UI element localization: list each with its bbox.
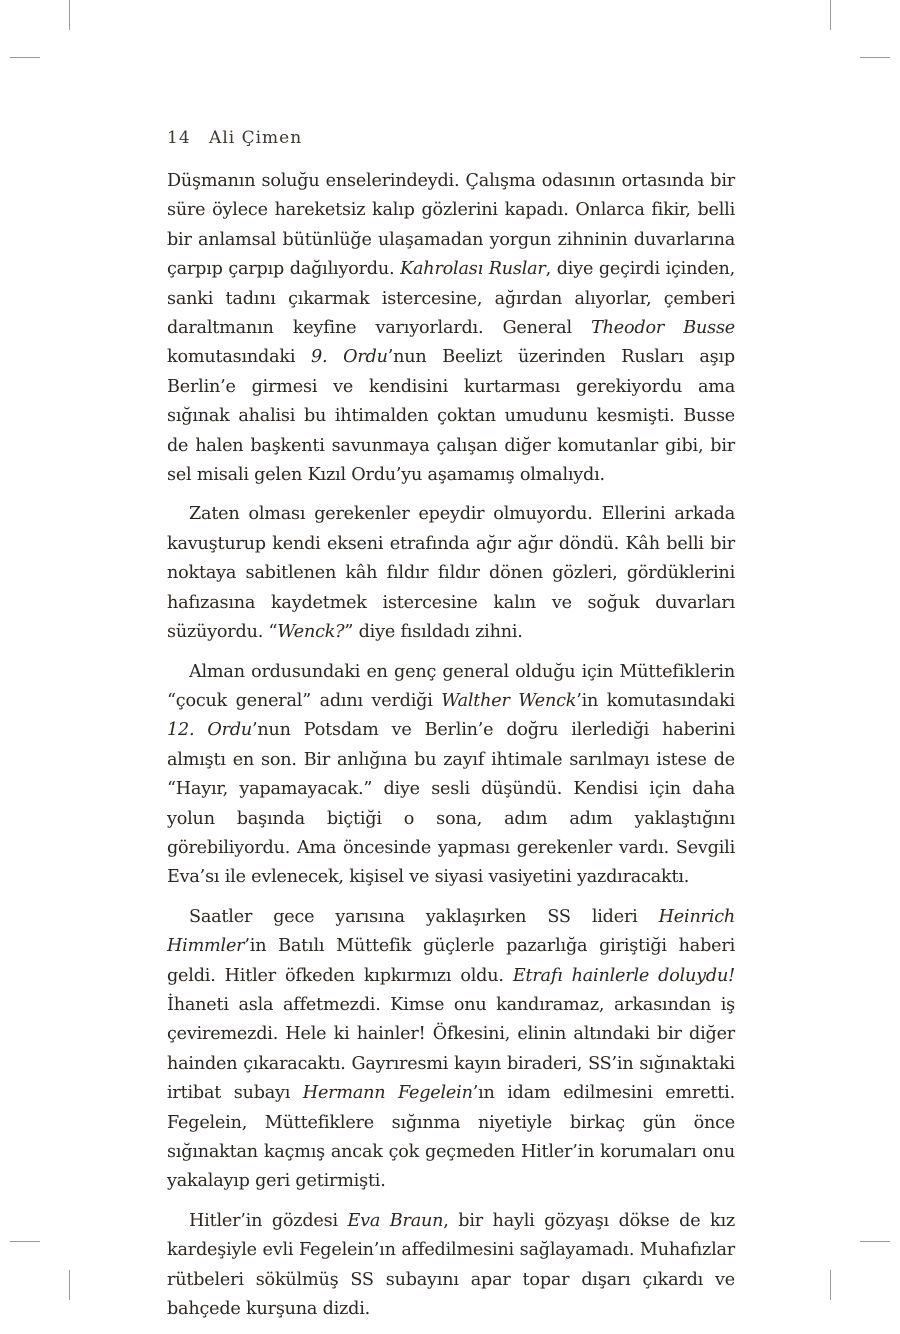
text-run: ” diye fısıldadı zihni. bbox=[344, 622, 523, 643]
crop-mark-bottom-left bbox=[69, 1270, 70, 1300]
author-name: Ali Çimen bbox=[209, 128, 303, 148]
italic-run: Wenck? bbox=[277, 622, 345, 643]
crop-mark-right-top bbox=[860, 57, 890, 58]
italic-run: 12. Ordu bbox=[167, 720, 253, 741]
text-run: ’nun Beelizt üzerinden Rusları aşıp Berlin’e girmesi ve kendisini kurtarması gerekiyordu ama sığınak ahalisi bu ihtimalden çoktan umudunu kesmişti. Busse de halen başkenti savunmaya çalışan diğer komutanlar gibi, bir sel misali gelen Kızıl Ordu’yu aşamamış olmalıydı. bbox=[167, 347, 735, 486]
text-run: ’nun Potsdam ve Berlin’e doğru ilerlediği haberini almıştı en son. Bir anlığına bu zayıf ihtimale sarılmayı istese de “Hayır, yapamayacak.” diye sesli düşündü. Kendisi için daha yolun başında biçtiği o sona, adım adım yaklaştığını görebiliyordu. Ama öncesinde yapması gerekenler vardı. Sevgili Eva’sı ile evlenecek, kişisel ve siyasi vasiyetini yazdıracaktı. bbox=[167, 720, 735, 888]
italic-run: Kahrolası Ruslar bbox=[400, 259, 546, 280]
text-run: Düşmanın soluğu enselerindeydi. Çalışma odasının ortasında bir süre öylece hareketsiz kalıp gözlerini kapadı. Onlarca fikir, belli bir anlamsal bütünlüğe ulaşamadan yorgun zihninin duvarlarına çarpıp çarpıp dağılıyordu. bbox=[167, 171, 735, 280]
italic-run: Walther Wenck bbox=[441, 690, 577, 711]
text-run: , diye geçirdi içinden, sanki tadını çıkarmak istercesine, ağırdan alıyorlar, çemberi daraltmanın keyfine varıyorlardı. General bbox=[167, 259, 735, 339]
text-run: İhaneti asla affetmezdi. Kimse onu kandıramaz, arkasından iş çeviremezdi. Hele ki hainler! Öfkesini, elinin altındaki bir diğer hainden çıkaracaktı. Gayrıresmi kayın biraderi, SS’in sığınaktaki irtibat subayı bbox=[167, 994, 735, 1104]
paragraph bbox=[167, 658, 735, 893]
crop-mark-left-bottom bbox=[10, 1241, 40, 1242]
text-run: , bir hayli gözyaşı dökse de kız kardeşiyle evli Fegelein’ın affedilmesini sağlayamadı. Muhafızlar rütbeleri sökülmüş SS subayını apar topar dışarı çıkardı ve bahçede kurşuna dizdi. bbox=[167, 1210, 735, 1320]
text-run: Saatler gece yarısına yaklaşırken SS lideri bbox=[189, 906, 659, 927]
italic-run: Etrafı hainlerle doluydu! bbox=[512, 965, 735, 986]
italic-run: Theodor Busse bbox=[591, 318, 736, 339]
text-run: Hitler’in gözdesi bbox=[189, 1210, 348, 1231]
paragraph bbox=[167, 903, 735, 1197]
italic-run: Hermann Fegelein bbox=[302, 1083, 473, 1104]
italic-run: 9. Ordu bbox=[311, 347, 388, 368]
paragraph bbox=[167, 167, 735, 490]
italic-run: Heinrich Himmler bbox=[167, 906, 735, 957]
crop-mark-bottom-right bbox=[830, 1270, 831, 1300]
text-run: Zaten olması gerekenler epeydir olmuyordu. Ellerini arkada kavuşturup kendi ekseni etrafında ağır ağır döndü. Kâh belli bir noktaya sabitlenen kâh fıldır fıldır dönen gözleri, gördüklerini hafızasına kaydetmek istercesine kalın ve soğuk duvarları süzüyordu. “ bbox=[167, 504, 735, 643]
text-run: ’ın idam edilmesini emretti. Fegelein, Müttefiklere sığınma niyetiyle birkaç gün önce sığınaktan kaçmış ancak çok geçmeden Hitler’in korumaları onu yakalayıp geri getirmişti. bbox=[167, 1083, 735, 1192]
text-run: Alman ordusundaki en genç general olduğu için Müttefiklerin “çocuk general” adını verdiği bbox=[167, 661, 735, 711]
italic-run: Eva Braun bbox=[347, 1210, 444, 1231]
crop-mark-right-bottom bbox=[860, 1241, 890, 1242]
crop-mark-top-left bbox=[69, 0, 70, 30]
text-run: ’in komutasındaki bbox=[576, 690, 735, 711]
text-run: komutasındaki bbox=[167, 347, 311, 368]
body-text bbox=[167, 167, 735, 1334]
text-run: ’in Batılı Müttefik güçlerle pazarlığa giriştiği haberi geldi. Hitler öfkeden kıpkırmızı oldu. bbox=[167, 936, 735, 986]
paragraph bbox=[167, 500, 735, 647]
running-header bbox=[167, 128, 302, 148]
crop-mark-top-right bbox=[830, 0, 831, 30]
page-number: 14 bbox=[167, 128, 191, 148]
paragraph bbox=[167, 1207, 735, 1325]
crop-mark-left-top bbox=[10, 57, 40, 58]
